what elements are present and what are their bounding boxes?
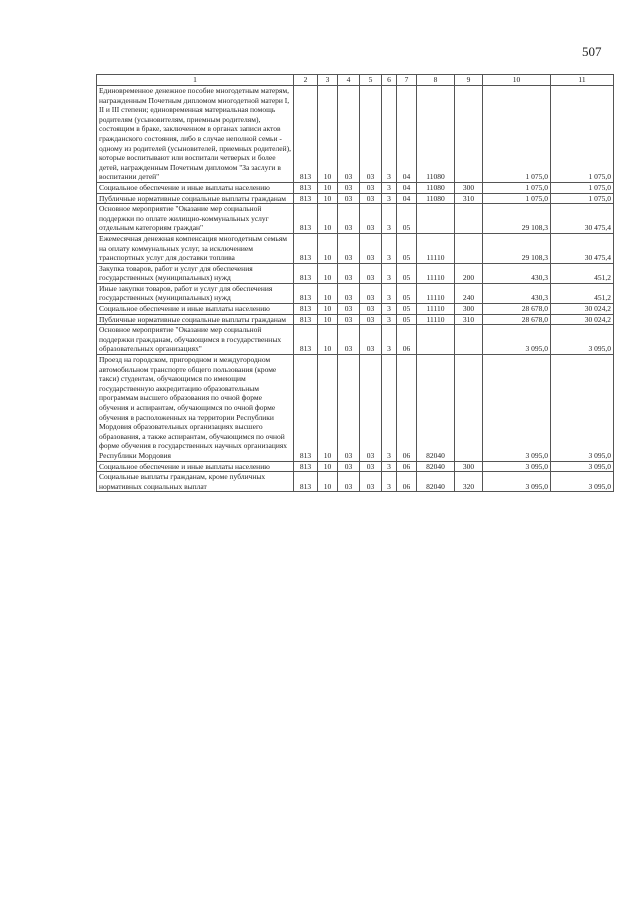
budget-table [96, 74, 614, 492]
cell-c5: 03 [360, 304, 382, 315]
cell-c6: 3 [382, 182, 397, 193]
cell-c2: 813 [294, 304, 318, 315]
cell-c10: 1 075,0 [483, 86, 551, 183]
row-description: Социальное обеспечение и иные выплаты населению [97, 461, 294, 472]
cell-c2: 813 [294, 461, 318, 472]
cell-c11: 1 075,0 [551, 86, 614, 183]
table-row [97, 233, 614, 263]
cell-c8: 11080 [417, 182, 455, 193]
cell-c2: 813 [294, 355, 318, 462]
cell-c10: 430,3 [483, 263, 551, 283]
cell-c3: 10 [318, 472, 338, 492]
table-row [97, 283, 614, 303]
cell-c3: 10 [318, 314, 338, 325]
cell-c3: 10 [318, 204, 338, 234]
row-description: Закупка товаров, работ и услуг для обеспечения государственных (муниципальных) нужд [97, 263, 294, 283]
cell-c2: 813 [294, 314, 318, 325]
cell-c3: 10 [318, 86, 338, 183]
cell-c8: 11080 [417, 86, 455, 183]
cell-c6: 3 [382, 283, 397, 303]
cell-c5: 03 [360, 355, 382, 462]
cell-c3: 10 [318, 193, 338, 204]
cell-c3: 10 [318, 263, 338, 283]
cell-c4: 03 [338, 304, 360, 315]
cell-c3: 10 [318, 304, 338, 315]
cell-c10: 29 108,3 [483, 204, 551, 234]
cell-c9 [455, 355, 483, 462]
cell-c7: 05 [397, 204, 417, 234]
cell-c11: 1 075,0 [551, 182, 614, 193]
table-row [97, 304, 614, 315]
cell-c7: 05 [397, 314, 417, 325]
cell-c4: 03 [338, 355, 360, 462]
cell-c5: 03 [360, 461, 382, 472]
column-header-1: 1 [97, 75, 294, 86]
cell-c7: 05 [397, 283, 417, 303]
cell-c8: 11080 [417, 193, 455, 204]
cell-c5: 03 [360, 325, 382, 355]
cell-c3: 10 [318, 233, 338, 263]
cell-c8: 82040 [417, 355, 455, 462]
cell-c5: 03 [360, 314, 382, 325]
row-description: Социальные выплаты гражданам, кроме публичных нормативных социальных выплат [97, 472, 294, 492]
cell-c10: 3 095,0 [483, 355, 551, 462]
cell-c7: 05 [397, 263, 417, 283]
cell-c11: 3 095,0 [551, 472, 614, 492]
cell-c6: 3 [382, 204, 397, 234]
cell-c10: 28 678,0 [483, 304, 551, 315]
table-row [97, 182, 614, 193]
cell-c8: 11110 [417, 283, 455, 303]
column-header-4: 4 [338, 75, 360, 86]
header-row [97, 75, 614, 86]
cell-c5: 03 [360, 86, 382, 183]
cell-c7: 05 [397, 304, 417, 315]
cell-c10: 29 108,3 [483, 233, 551, 263]
column-header-3: 3 [318, 75, 338, 86]
cell-c8: 11110 [417, 304, 455, 315]
column-header-5: 5 [360, 75, 382, 86]
cell-c9: 320 [455, 472, 483, 492]
cell-c5: 03 [360, 233, 382, 263]
cell-c3: 10 [318, 182, 338, 193]
column-header-6: 6 [382, 75, 397, 86]
cell-c6: 3 [382, 461, 397, 472]
cell-c6: 3 [382, 355, 397, 462]
row-description: Публичные нормативные социальные выплаты гражданам [97, 314, 294, 325]
cell-c6: 3 [382, 472, 397, 492]
table-row [97, 204, 614, 234]
cell-c11: 30 024,2 [551, 314, 614, 325]
cell-c9 [455, 233, 483, 263]
cell-c2: 813 [294, 86, 318, 183]
cell-c10: 430,3 [483, 283, 551, 303]
row-description: Проезд на городском, пригородном и междугородном автомобильном транспорте общего пользования (кроме такси) студентам, обучающимся по имеющим государственную аккредитацию образовательным программам высшего образования по очной форме обучения и аспирантам, обучающимся по очной форме обучения в расположенных на территории Республики Мордовия образовательных организациях высшего образования, а также аспирантам, обучающимся по очной форме обучения в государственных научных организациях Республики Мордовия [97, 355, 294, 462]
cell-c8: 82040 [417, 461, 455, 472]
cell-c5: 03 [360, 204, 382, 234]
cell-c9 [455, 204, 483, 234]
row-description: Иные закупки товаров, работ и услуг для обеспечения государственных (муниципальных) нужд [97, 283, 294, 303]
cell-c11: 30 024,2 [551, 304, 614, 315]
cell-c10: 3 095,0 [483, 461, 551, 472]
cell-c4: 03 [338, 86, 360, 183]
column-header-9: 9 [455, 75, 483, 86]
cell-c4: 03 [338, 182, 360, 193]
cell-c3: 10 [318, 325, 338, 355]
row-description: Публичные нормативные социальные выплаты гражданам [97, 193, 294, 204]
row-description: Единовременное денежное пособие многодетным матерям, награжденным Почетным дипломом многодетной матери I, II и III степени; единовременная материальная помощь родителям (усыновителям, приемным родителям), состоящим в браке, заключенном в органах записи актов гражданского состояния, либо в случае неполной семьи - одному из родителей (усыновителей, приемных родителей), которые воспитывают или воспитали четверых и более детей, награжденным Почетным дипломом "За заслуги в воспитании детей" [97, 86, 294, 183]
cell-c7: 06 [397, 355, 417, 462]
column-header-8: 8 [417, 75, 455, 86]
cell-c9: 310 [455, 193, 483, 204]
cell-c9 [455, 86, 483, 183]
table-row [97, 193, 614, 204]
cell-c8: 82040 [417, 472, 455, 492]
page-number: 507 [582, 44, 602, 59]
cell-c7: 04 [397, 86, 417, 183]
cell-c11: 3 095,0 [551, 325, 614, 355]
cell-c5: 03 [360, 472, 382, 492]
table-row [97, 314, 614, 325]
cell-c2: 813 [294, 325, 318, 355]
column-header-2: 2 [294, 75, 318, 86]
cell-c4: 03 [338, 314, 360, 325]
cell-c5: 03 [360, 182, 382, 193]
cell-c7: 06 [397, 472, 417, 492]
cell-c10: 1 075,0 [483, 193, 551, 204]
cell-c6: 3 [382, 86, 397, 183]
cell-c2: 813 [294, 472, 318, 492]
cell-c8 [417, 204, 455, 234]
table-row [97, 472, 614, 492]
cell-c2: 813 [294, 233, 318, 263]
cell-c4: 03 [338, 233, 360, 263]
cell-c3: 10 [318, 355, 338, 462]
column-header-11: 11 [551, 75, 614, 86]
cell-c4: 03 [338, 263, 360, 283]
cell-c10: 3 095,0 [483, 472, 551, 492]
table-row [97, 325, 614, 355]
cell-c8: 11110 [417, 314, 455, 325]
cell-c8 [417, 325, 455, 355]
column-header-10: 10 [483, 75, 551, 86]
cell-c4: 03 [338, 193, 360, 204]
cell-c11: 1 075,0 [551, 193, 614, 204]
table-row [97, 86, 614, 183]
cell-c2: 813 [294, 182, 318, 193]
cell-c9: 300 [455, 182, 483, 193]
cell-c4: 03 [338, 204, 360, 234]
cell-c9: 300 [455, 304, 483, 315]
cell-c10: 3 095,0 [483, 325, 551, 355]
row-description: Социальное обеспечение и иные выплаты населению [97, 182, 294, 193]
row-description: Основное мероприятие "Оказание мер социальной поддержки гражданам, обучающимся в государственных образовательных организациях" [97, 325, 294, 355]
column-header-7: 7 [397, 75, 417, 86]
cell-c6: 3 [382, 193, 397, 204]
cell-c7: 05 [397, 233, 417, 263]
cell-c4: 03 [338, 325, 360, 355]
cell-c9 [455, 325, 483, 355]
cell-c11: 30 475,4 [551, 233, 614, 263]
cell-c4: 03 [338, 461, 360, 472]
cell-c8: 11110 [417, 263, 455, 283]
table-row [97, 355, 614, 462]
cell-c6: 3 [382, 314, 397, 325]
cell-c2: 813 [294, 204, 318, 234]
cell-c4: 03 [338, 283, 360, 303]
cell-c5: 03 [360, 193, 382, 204]
cell-c7: 06 [397, 325, 417, 355]
cell-c8: 11110 [417, 233, 455, 263]
cell-c6: 3 [382, 233, 397, 263]
cell-c10: 1 075,0 [483, 182, 551, 193]
table-row [97, 263, 614, 283]
cell-c6: 3 [382, 263, 397, 283]
cell-c4: 03 [338, 472, 360, 492]
cell-c2: 813 [294, 263, 318, 283]
cell-c9: 310 [455, 314, 483, 325]
row-description: Социальное обеспечение и иные выплаты населению [97, 304, 294, 315]
cell-c2: 813 [294, 283, 318, 303]
cell-c11: 30 475,4 [551, 204, 614, 234]
cell-c5: 03 [360, 283, 382, 303]
cell-c6: 3 [382, 304, 397, 315]
cell-c5: 03 [360, 263, 382, 283]
cell-c9: 200 [455, 263, 483, 283]
cell-c3: 10 [318, 461, 338, 472]
cell-c6: 3 [382, 325, 397, 355]
cell-c9: 300 [455, 461, 483, 472]
cell-c3: 10 [318, 283, 338, 303]
row-description: Ежемесячная денежная компенсация многодетным семьям на оплату коммунальных услуг, за исключением транспортных услуг для доставки топлива [97, 233, 294, 263]
row-description: Основное мероприятие "Оказание мер социальной поддержки по оплате жилищно-коммунальных услуг отдельным категориям граждан" [97, 204, 294, 234]
cell-c7: 04 [397, 182, 417, 193]
cell-c2: 813 [294, 193, 318, 204]
cell-c11: 3 095,0 [551, 355, 614, 462]
table-row [97, 461, 614, 472]
cell-c11: 451,2 [551, 283, 614, 303]
cell-c10: 28 678,0 [483, 314, 551, 325]
cell-c9: 240 [455, 283, 483, 303]
cell-c7: 04 [397, 193, 417, 204]
cell-c11: 451,2 [551, 263, 614, 283]
cell-c11: 3 095,0 [551, 461, 614, 472]
cell-c7: 06 [397, 461, 417, 472]
